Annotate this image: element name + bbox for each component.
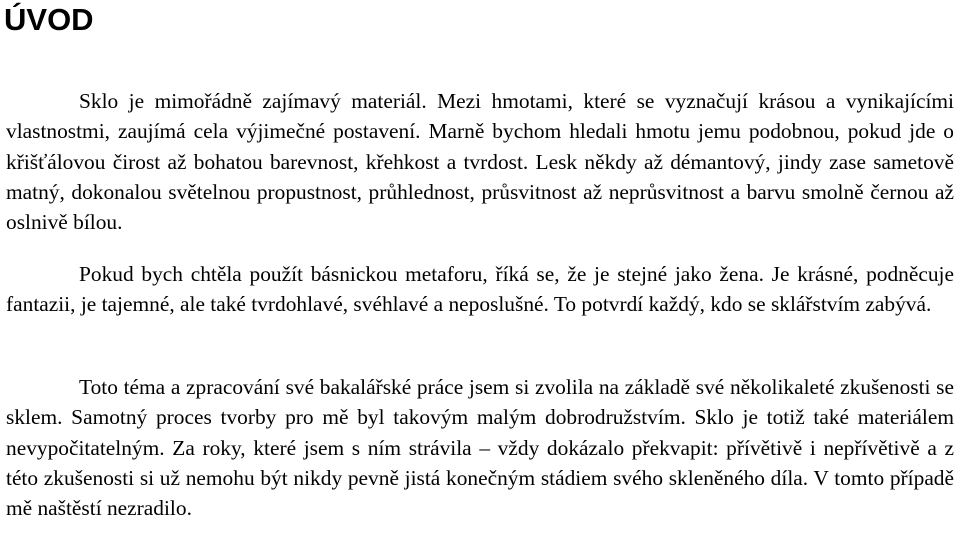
paragraph-intro: Sklo je mimořádně zajímavý materiál. Mezi hmotami, které se vyznačují krásou a vynikajícími vlastnostmi, zaujímá cela výjimečné postavení. Marně bychom hledali hmotu jemu podobnou, pokud jde o křišťálovou čirost až bohatou barevnost, křehkost a tvrdost. Lesk někdy až démantový, jindy zase sametově matný, dokonalou světelnou propustnost, průhlednost, průsvitnost až neprůsvitnost a barvu smolně černou až oslnivě bílou. — [6, 89, 954, 235]
paragraph-topic-choice: Toto téma a zpracování své bakalářské práce jsem si zvolila na základě své několikaleté zkušenosti se sklem. Samotný proces tvorby pro mě byl takovým malým dobrodružstvím. Sklo je totiž také materiálem nevypočitatelným. Za roky, které jsem s ním strávila – vždy dokázalo překvapit: přívětivě i nepřívětivě a z této zkušenosti si už nemohu být nikdy pevně jistá konečným stádiem svého skleněného díla. V tomto případě mě naštěstí nezradilo. — [6, 375, 954, 521]
page-title: ÚVOD — [4, 2, 94, 37]
paragraph-metaphor: Pokud bych chtěla použít básnickou metaforu, říká se, že je stejné jako žena. Je krásné, podněcuje fantazii, je tajemné, ale také tvrdohlavé, svéhlavé a neposlušné. To potvrdí každý, kdo se sklářstvím zabývá. — [6, 262, 954, 317]
